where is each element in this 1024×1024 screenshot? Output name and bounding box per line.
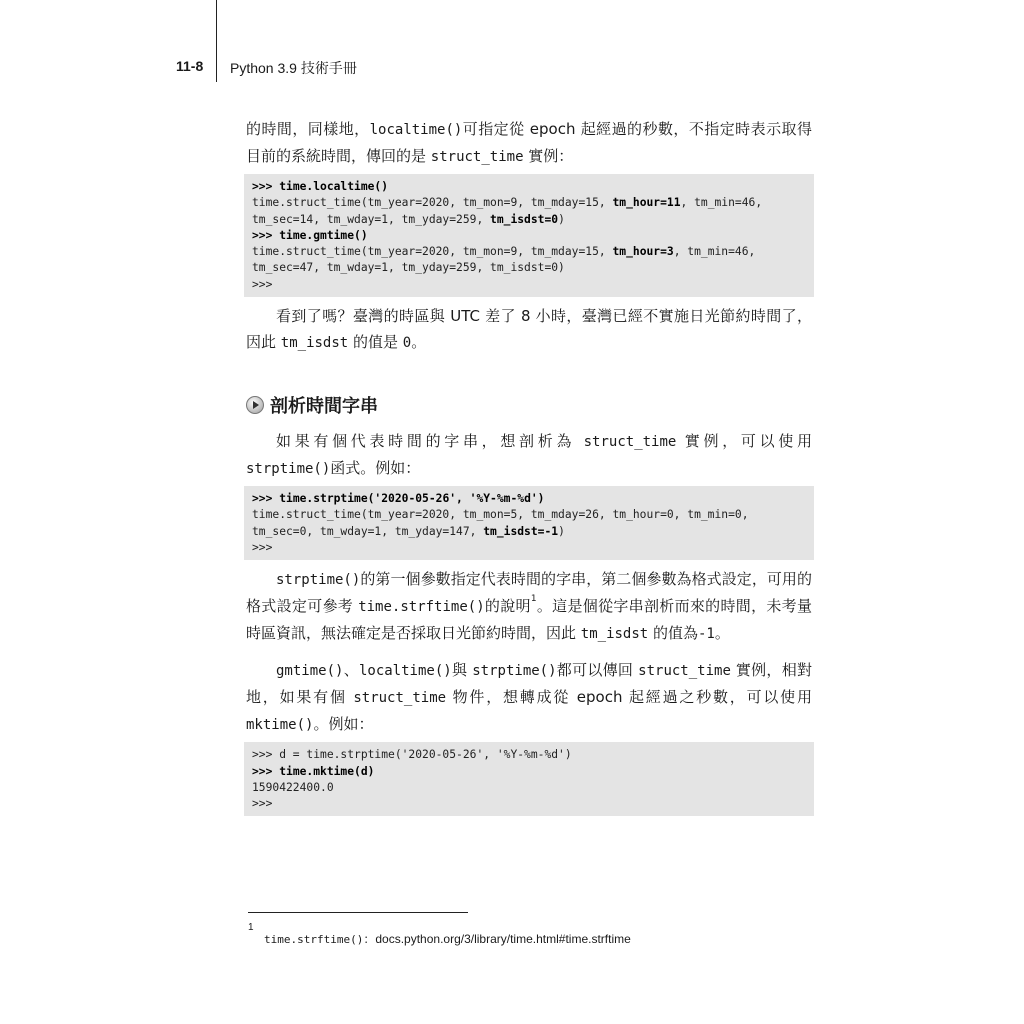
footnote-text (264, 930, 631, 947)
footnote-number: 1 (248, 922, 254, 933)
code-block-strptime (244, 486, 814, 560)
text: 實例，可以使用 (676, 432, 812, 451)
code-line: >>> d = time.strptime('2020-05-26', '%Y-%m-%d') (252, 748, 572, 762)
code-line: >>> time.gmtime() (252, 228, 368, 242)
text: 實例，相對地，如果有個 (246, 661, 812, 707)
footnote-separator: ： (363, 932, 376, 946)
code-line: >>> (252, 277, 273, 291)
paragraph-strptime-args (246, 566, 812, 647)
footnote-divider (248, 912, 468, 913)
code-block-mktime (244, 742, 814, 816)
section-bullet-icon (246, 396, 264, 414)
page-number: 11-8 (176, 58, 204, 74)
inline-code: strptime() (246, 461, 331, 478)
text: 都可以傳回 (556, 661, 639, 680)
inline-code: localtime() (358, 663, 452, 680)
inline-code: gmtime() (276, 663, 344, 680)
inline-code: struct_time (583, 434, 677, 451)
paragraph-timezone (246, 303, 812, 356)
code-line: >>> time.localtime() (252, 180, 389, 193)
text: 、 (343, 661, 359, 680)
text: 。 (714, 624, 730, 643)
text: 的第一個參數指定代表時間的字串，第二個參數為格式設定，可用的格式設定可參考 (246, 570, 812, 616)
paragraph-mktime (246, 657, 812, 738)
text: 。 (411, 333, 427, 352)
code-line: >>> time.mktime(d) (252, 764, 375, 778)
text: 看到了嗎？臺灣的時區與 UTC 差了 8 小時，臺灣已經不實施日光節約時間了，因此 (246, 307, 812, 352)
inline-code: time.strftime() (358, 599, 485, 616)
text: 實例： (523, 147, 574, 165)
code-line: tm_sec=0, tm_wday=1, tm_yday=147, tm_isdst=-1) (252, 524, 565, 538)
text: 物件，想轉成從 epoch 起經過之秒數，可以使用 (446, 688, 812, 707)
text: 與 (451, 661, 473, 680)
text: 的值為 (648, 624, 698, 643)
section-title: 剖析時間字串 (270, 396, 378, 418)
code-line: time.struct_time(tm_year=2020, tm_mon=5, tm_mday=26, tm_hour=0, tm_min=0, (252, 508, 749, 522)
inline-code: struct_time (638, 663, 731, 680)
text: 可指定從 epoch 起經過的秒數，不指定時表示取得目前的系統時間，傳回的是 (246, 120, 812, 165)
text: 。例如： (313, 715, 374, 734)
code-line: >>> time.strptime('2020-05-26', '%Y-%m-%d') (252, 492, 545, 506)
inline-code: tm_isdst (580, 626, 649, 643)
inline-code: -1 (698, 626, 715, 643)
inline-code: localtime() (369, 122, 463, 138)
inline-code: tm_isdst (280, 335, 349, 352)
footnote-reference[interactable]: 1 (530, 594, 537, 605)
text: 的時間，同樣地， (246, 120, 370, 138)
text: 。這是個從字串剖析而來的時間，未考量時區資訊，無法確定是否採取日光節約時間，因此 (246, 597, 812, 643)
code-line: 1590422400.0 (252, 780, 334, 794)
text: 如果有個代表時間的字串，想剖析為 (276, 432, 584, 451)
page-content (246, 116, 812, 822)
inline-code: struct_time (430, 149, 524, 165)
code-block-localtime (244, 174, 814, 297)
inline-code: strptime() (472, 663, 557, 680)
inline-code: struct_time (353, 690, 447, 707)
footnote-link[interactable]: docs.python.org/3/library/time.html#time.strftime (375, 932, 631, 946)
code-line: >>> (252, 540, 273, 554)
text: 函式。例如： (330, 459, 421, 478)
code-line: tm_sec=14, tm_wday=1, tm_yday=259, tm_isdst=0) (252, 212, 565, 226)
paragraph-localtime-intro (246, 116, 812, 170)
code-line: time.struct_time(tm_year=2020, tm_mon=9, tm_mday=15, tm_hour=11, tm_min=46, (252, 196, 763, 210)
text: 的說明 (484, 597, 531, 616)
code-line: time.struct_time(tm_year=2020, tm_mon=9, tm_mday=15, tm_hour=3, tm_min=46, (252, 245, 756, 259)
inline-code: mktime() (246, 717, 314, 734)
header-divider (216, 0, 217, 82)
inline-code: strptime() (276, 572, 361, 589)
section-heading (246, 392, 812, 418)
code-line: >>> (252, 797, 273, 811)
text: 的值是 (348, 333, 403, 352)
footnote-code: time.strftime() (264, 933, 364, 946)
book-title: Python 3.9 技術手冊 (230, 60, 357, 76)
code-line: tm_sec=47, tm_wday=1, tm_yday=259, tm_isdst=0) (252, 261, 565, 275)
inline-code: 0 (402, 335, 412, 352)
paragraph-strptime-intro (246, 428, 812, 482)
